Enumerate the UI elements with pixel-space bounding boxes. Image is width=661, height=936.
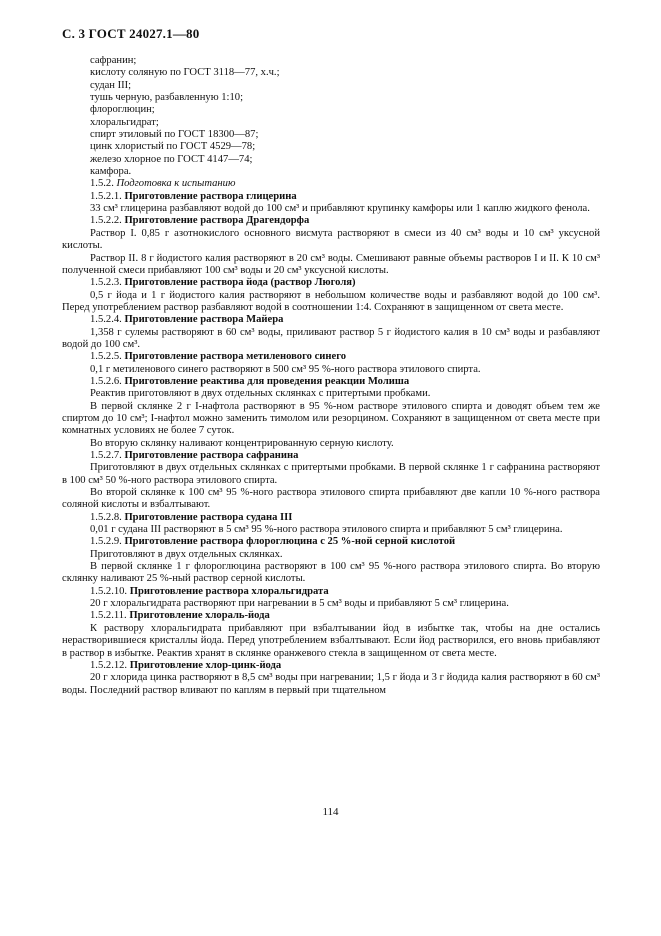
page-header: С. 3 ГОСТ 24027.1—80 [62,26,200,41]
list-item: судан III; [90,79,132,91]
section-heading [62,351,600,363]
section-heading [62,586,600,598]
section-title: Приготовление раствора Майера [124,314,284,326]
section-heading [62,450,600,462]
paragraph: В первой склянке 2 г I-нафтола растворяют в 95 %-ном растворе этилового спирта и доводят объем тем же спиртом до 10 см³; I-нафтол можно заменить тимолом или резорцином. Сохраняют в защищенном от света месте при комнатных условиях не более 7 суток. [62,400,600,437]
paragraph: 0,01 г судана III растворяют в 5 см³ 95 %-ного раствора этилового спирта и прибавляют 5 см³ глицерина. [90,524,563,536]
section-number: 1.5.2.10. [90,585,128,597]
list-item: флороглюцин; [90,104,155,116]
section-title: Приготовление раствора сафранина [124,450,299,461]
section-number: 1.5.2.12. [90,659,128,671]
section-number: 1.5.2.11. [90,610,127,622]
section-heading [62,512,600,524]
section-number: 1.5.2. [90,178,114,190]
section-number: 1.5.2.6. [90,375,122,387]
paragraph: 1,358 г сулемы растворяют в 60 см³ воды, приливают раствор 5 г йодистого калия в 10 см³ воды и разбавляют водой до 100 см³. [62,326,600,350]
section-number: 1.5.2.2. [90,215,122,227]
section-heading [62,215,600,227]
paragraph: 0,1 г метиленового синего растворяют в 500 см³ 95 %-ного раствора этилового спирта. [90,363,481,375]
paragraph: 33 см³ глицерина разбавляют водой до 100 см³ и прибавляют крупинку камфоры или 1 каплю жидкого фенола. [90,203,590,215]
paragraph: 20 г хлорида цинка растворяют в 8,5 см³ воды при нагревании; 1,5 г йода и 3 г йодида калия растворяют в 60 см³ воды. Последний раствор вливают по каплям в первый при тщательном [62,672,600,696]
section-title: Приготовление раствора йода (раствор Люголя) [124,277,356,289]
section-heading [62,376,600,388]
list-item: хлоральгидрат; [90,116,159,128]
paragraph: Раствор II. 8 г йодистого калия растворяют в 20 см³ воды. Смешивают равные объемы растворов I и II. К 10 см³ полученной смеси прибавляют 100 см³ воды и 20 см³ уксусной кислоты. [62,252,600,276]
section-number: 1.5.2.1. [90,190,122,202]
paragraph: Раствор I. 0,85 г азотнокислого основного висмута растворяют в смеси из 40 см³ воды и 10 см³ уксусной кислоты. [62,227,600,252]
section-title: Приготовление раствора судана III [124,511,293,523]
section-title: Приготовление раствора метиленового синего [124,351,347,363]
section-title: Приготовление хлор-цинк-йода [129,659,282,671]
section-heading [62,191,600,203]
section-heading [62,178,600,190]
reagent-list [62,55,600,178]
list-item: спирт этиловый по ГОСТ 18300—87; [90,129,259,141]
page-number: 114 [322,806,339,818]
section-title: Подготовка к испытанию [116,178,236,190]
section-number: 1.5.2.8. [90,511,122,523]
section-title: Приготовление реактива для проведения реакции Молиша [124,375,410,387]
list-item: цинк хлористый по ГОСТ 4529—78; [90,141,256,153]
section-title: Приготовление раствора хлоральгидрата [129,585,329,597]
paragraph: В первой склянке 1 г флороглюцина растворяют в 100 см³ 95 %-ного раствора этилового спирта. Во вторую склянку наливают 25 %-ный раствор серной кислоты. [62,561,600,585]
paragraph: 20 г хлоральгидрата растворяют при нагревании в 5 см³ воды и прибавляют 5 см³ глицерина. [90,598,509,610]
list-item: тушь черную, разбавленную 1:10; [90,92,244,104]
paragraph: Приготовляют в двух отдельных склянках. [90,548,283,560]
section-title: Приготовление раствора глицерина [124,190,297,202]
list-item: железо хлорное по ГОСТ 4147—74; [90,153,253,165]
list-item: сафранин; [90,55,137,66]
section-number: 1.5.2.9. [90,536,122,548]
paragraph: Во второй склянке к 100 см³ 95 %-ного раствора этилового спирта прибавляют две капли 10 %-ного раствора соляной кислоты и взбалтывают. [62,487,600,511]
section-heading [62,314,600,326]
section-heading [62,660,600,672]
section-number: 1.5.2.5. [90,351,122,363]
list-item: камфора. [90,166,132,178]
paragraph: Реактив приготовляют в двух отдельных склянках с притертыми пробками. [90,388,431,400]
section-heading [62,277,600,289]
section-heading [62,610,600,622]
paragraph: Приготовляют в двух отдельных склянках с притертыми пробками. В первой склянке 1 г сафранина растворяют в 100 см³ 50 %-ного раствора этилового спирта. [62,462,600,486]
paragraph: К раствору хлоральгидрата прибавляют при взбалтывании йод в избытке так, чтобы на дне остались нерастворившиеся кристаллы йода. Перед употреблением взбалтывают. Если йод растворился, его вновь прибавляют в раствор в избытке. Реактив хранят в склянке оранжевого стекла в защищенном от света месте. [62,622,600,659]
section-number: 1.5.2.3. [90,277,122,289]
document-body [62,55,600,697]
section-title: Приготовление раствора флороглюцина с 25 %-ной серной кислотой [124,536,456,548]
section-title: Приготовление хлораль-йода [129,610,270,622]
paragraph: Во вторую склянку наливают концентрированную серную кислоту. [90,437,394,449]
section-number: 1.5.2.4. [90,314,122,326]
section-heading [62,536,600,548]
list-item: кислоту соляную по ГОСТ 3118—77, х.ч.; [90,67,280,79]
paragraph: 0,5 г йода и 1 г йодистого калия растворяют в небольшом количестве воды и разбавляют водой до 100 см³. Перед употреблением раствор разбавляют водой в соотношении 1:4. Сохраняют в защищенном от света месте. [62,289,600,313]
section-number: 1.5.2.7. [90,450,122,461]
section-title: Приготовление раствора Драгендорфа [124,215,310,227]
